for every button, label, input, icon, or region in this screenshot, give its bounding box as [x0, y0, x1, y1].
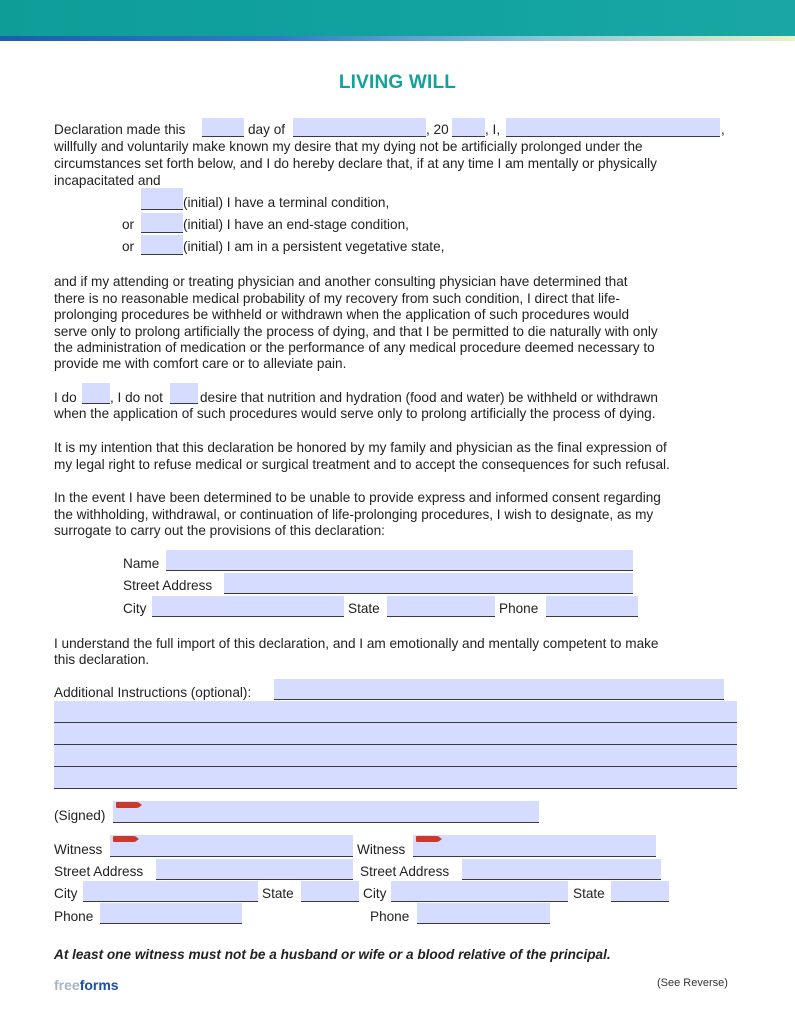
witness-1-street-field[interactable]	[156, 859, 353, 880]
witness-2-phone-field[interactable]	[417, 903, 550, 924]
witness-1-street-label: Street Address	[54, 864, 144, 879]
paragraph-1-line-6: provide me with comfort care or to alleviate pain.	[54, 356, 347, 371]
page-title: LIVING WILL	[338, 72, 457, 93]
surrogate-name-label: Name	[123, 556, 160, 571]
witness-2-marker-icon	[416, 836, 438, 842]
witness-1-phone-field[interactable]	[100, 903, 242, 924]
witness-2-city-label: City	[363, 886, 387, 901]
i-do-not-label: , I do not	[110, 390, 163, 405]
witness-2-phone-label: Phone	[370, 909, 410, 924]
terminal-condition-label: (initial) I have a terminal condition,	[183, 195, 390, 210]
intro-line-2: willfully and voluntarily make known my desire that my dying not be artificially prolonged under the	[54, 139, 643, 154]
paragraph-1-line-4: serve only to prolong artificially the process of dying, and that I be permitted to die naturally with only	[54, 324, 658, 339]
instruction-line-4	[54, 788, 737, 789]
intro-line-3: circumstances set forth below, and I do hereby declare that, if at any time I am mentally or physically	[54, 156, 657, 171]
signature-marker-icon	[116, 802, 138, 808]
declaration-label: Declaration made this	[54, 122, 186, 137]
or-label-2: or	[122, 239, 135, 254]
paragraph-4-line-2: this declaration.	[54, 652, 150, 667]
additional-instructions-field[interactable]	[274, 679, 724, 700]
witness-warning: At least one witness must not be a husband or wife or a blood relative of the principal.	[54, 947, 611, 962]
signature-field[interactable]	[113, 801, 539, 823]
paragraph-1-line-1: and if my attending or treating physician and another consulting physician have determined that	[54, 274, 628, 289]
witness-2-street-label: Street Address	[360, 864, 450, 879]
month-field[interactable]	[293, 118, 426, 137]
instruction-line-2	[54, 744, 737, 745]
brand-forms: forms	[79, 977, 119, 993]
paragraph-2-line-1: It is my intention that this declaration be honored by my family and physician as the final expression of	[54, 440, 667, 455]
surrogate-city-field[interactable]	[152, 596, 344, 617]
surrogate-state-field[interactable]	[387, 596, 495, 617]
intro-line-4: incapacitated and	[54, 173, 161, 188]
surrogate-state-label: State	[348, 601, 380, 616]
paragraph-3-line-3: surrogate to carry out the provisions of this declaration:	[54, 523, 385, 538]
witness-1-marker-icon	[113, 836, 135, 842]
witness-1-city-field[interactable]	[83, 881, 258, 902]
surrogate-city-label: City	[123, 601, 147, 616]
witness-2-street-field[interactable]	[462, 859, 661, 880]
surrogate-phone-field[interactable]	[546, 596, 638, 617]
declarant-name-field[interactable]	[506, 118, 720, 137]
or-label-1: or	[122, 217, 135, 232]
witness-1-phone-label: Phone	[54, 909, 94, 924]
paragraph-1-line-5: the administration of medication or the performance of any medical procedure deemed necessary to	[54, 340, 655, 355]
header-accent-stripe	[0, 36, 795, 41]
surrogate-phone-label: Phone	[499, 601, 539, 616]
witness-2-label: Witness	[357, 842, 406, 857]
see-reverse-note: (See Reverse)	[657, 977, 728, 989]
witness-1-state-field[interactable]	[301, 881, 359, 902]
vegetative-state-label: (initial) I am in a persistent vegetative state,	[183, 239, 445, 254]
additional-instructions-area[interactable]	[54, 701, 737, 789]
i-do-not-initial-field[interactable]	[170, 383, 198, 404]
i-do-initial-field[interactable]	[82, 383, 110, 404]
comma-label: ,	[721, 122, 725, 137]
nutrition-line-2: when the application of such procedures would serve only to prolong artificially the process of dying.	[54, 406, 656, 421]
terminal-initial-field[interactable]	[141, 188, 183, 210]
paragraph-1-line-3: prolonging procedures be withheld or withdrawn when the application of such procedures would	[54, 307, 630, 322]
surrogate-street-field[interactable]	[224, 573, 633, 594]
brand-free: free	[54, 977, 80, 993]
vegetative-initial-field[interactable]	[141, 235, 183, 255]
paragraph-1-line-2: there is no reasonable medical probability of my recovery from such condition, I direct that life-	[54, 291, 620, 306]
signed-label: (Signed)	[54, 808, 106, 823]
paragraph-3-line-2: the withholding, withdrawal, or continuation of life-prolonging procedures, I wish to designate, as my	[54, 507, 654, 522]
witness-2-signature-field[interactable]	[413, 835, 656, 857]
paragraph-2-line-2: my legal right to refuse medical or surgical treatment and to accept the consequences for such refusal.	[54, 457, 670, 472]
brand-logo[interactable]	[54, 977, 119, 993]
paragraph-4-line-1: I understand the full import of this declaration, and I am emotionally and mentally competent to make	[54, 636, 659, 651]
witness-2-city-field[interactable]	[391, 881, 568, 902]
surrogate-name-field[interactable]	[166, 550, 633, 571]
witness-1-label: Witness	[54, 842, 103, 857]
day-of-label: day of	[248, 122, 286, 137]
header-bar	[0, 0, 795, 40]
witness-1-state-label: State	[262, 886, 294, 901]
nutrition-text: desire that nutrition and hydration (food and water) be withheld or withdrawn	[200, 390, 658, 405]
i-do-label: I do	[54, 390, 77, 405]
i-prefix-label: , I,	[485, 122, 501, 137]
surrogate-street-label: Street Address	[123, 578, 213, 593]
instruction-line-1	[54, 722, 737, 723]
witness-2-state-field[interactable]	[611, 881, 669, 902]
witness-2-state-label: State	[573, 886, 605, 901]
end-stage-condition-label: (initial) I have an end-stage condition,	[183, 217, 409, 232]
paragraph-3-line-1: In the event I have been determined to be unable to provide express and informed consent regarding	[54, 490, 661, 505]
year-prefix-label: , 20	[426, 122, 449, 137]
instruction-line-3	[54, 766, 737, 767]
witness-1-signature-field[interactable]	[110, 835, 353, 857]
additional-instructions-label: Additional Instructions (optional):	[54, 685, 252, 700]
day-field[interactable]	[202, 118, 244, 137]
year-field[interactable]	[452, 118, 485, 137]
end-stage-initial-field[interactable]	[141, 213, 183, 233]
witness-1-city-label: City	[54, 886, 78, 901]
